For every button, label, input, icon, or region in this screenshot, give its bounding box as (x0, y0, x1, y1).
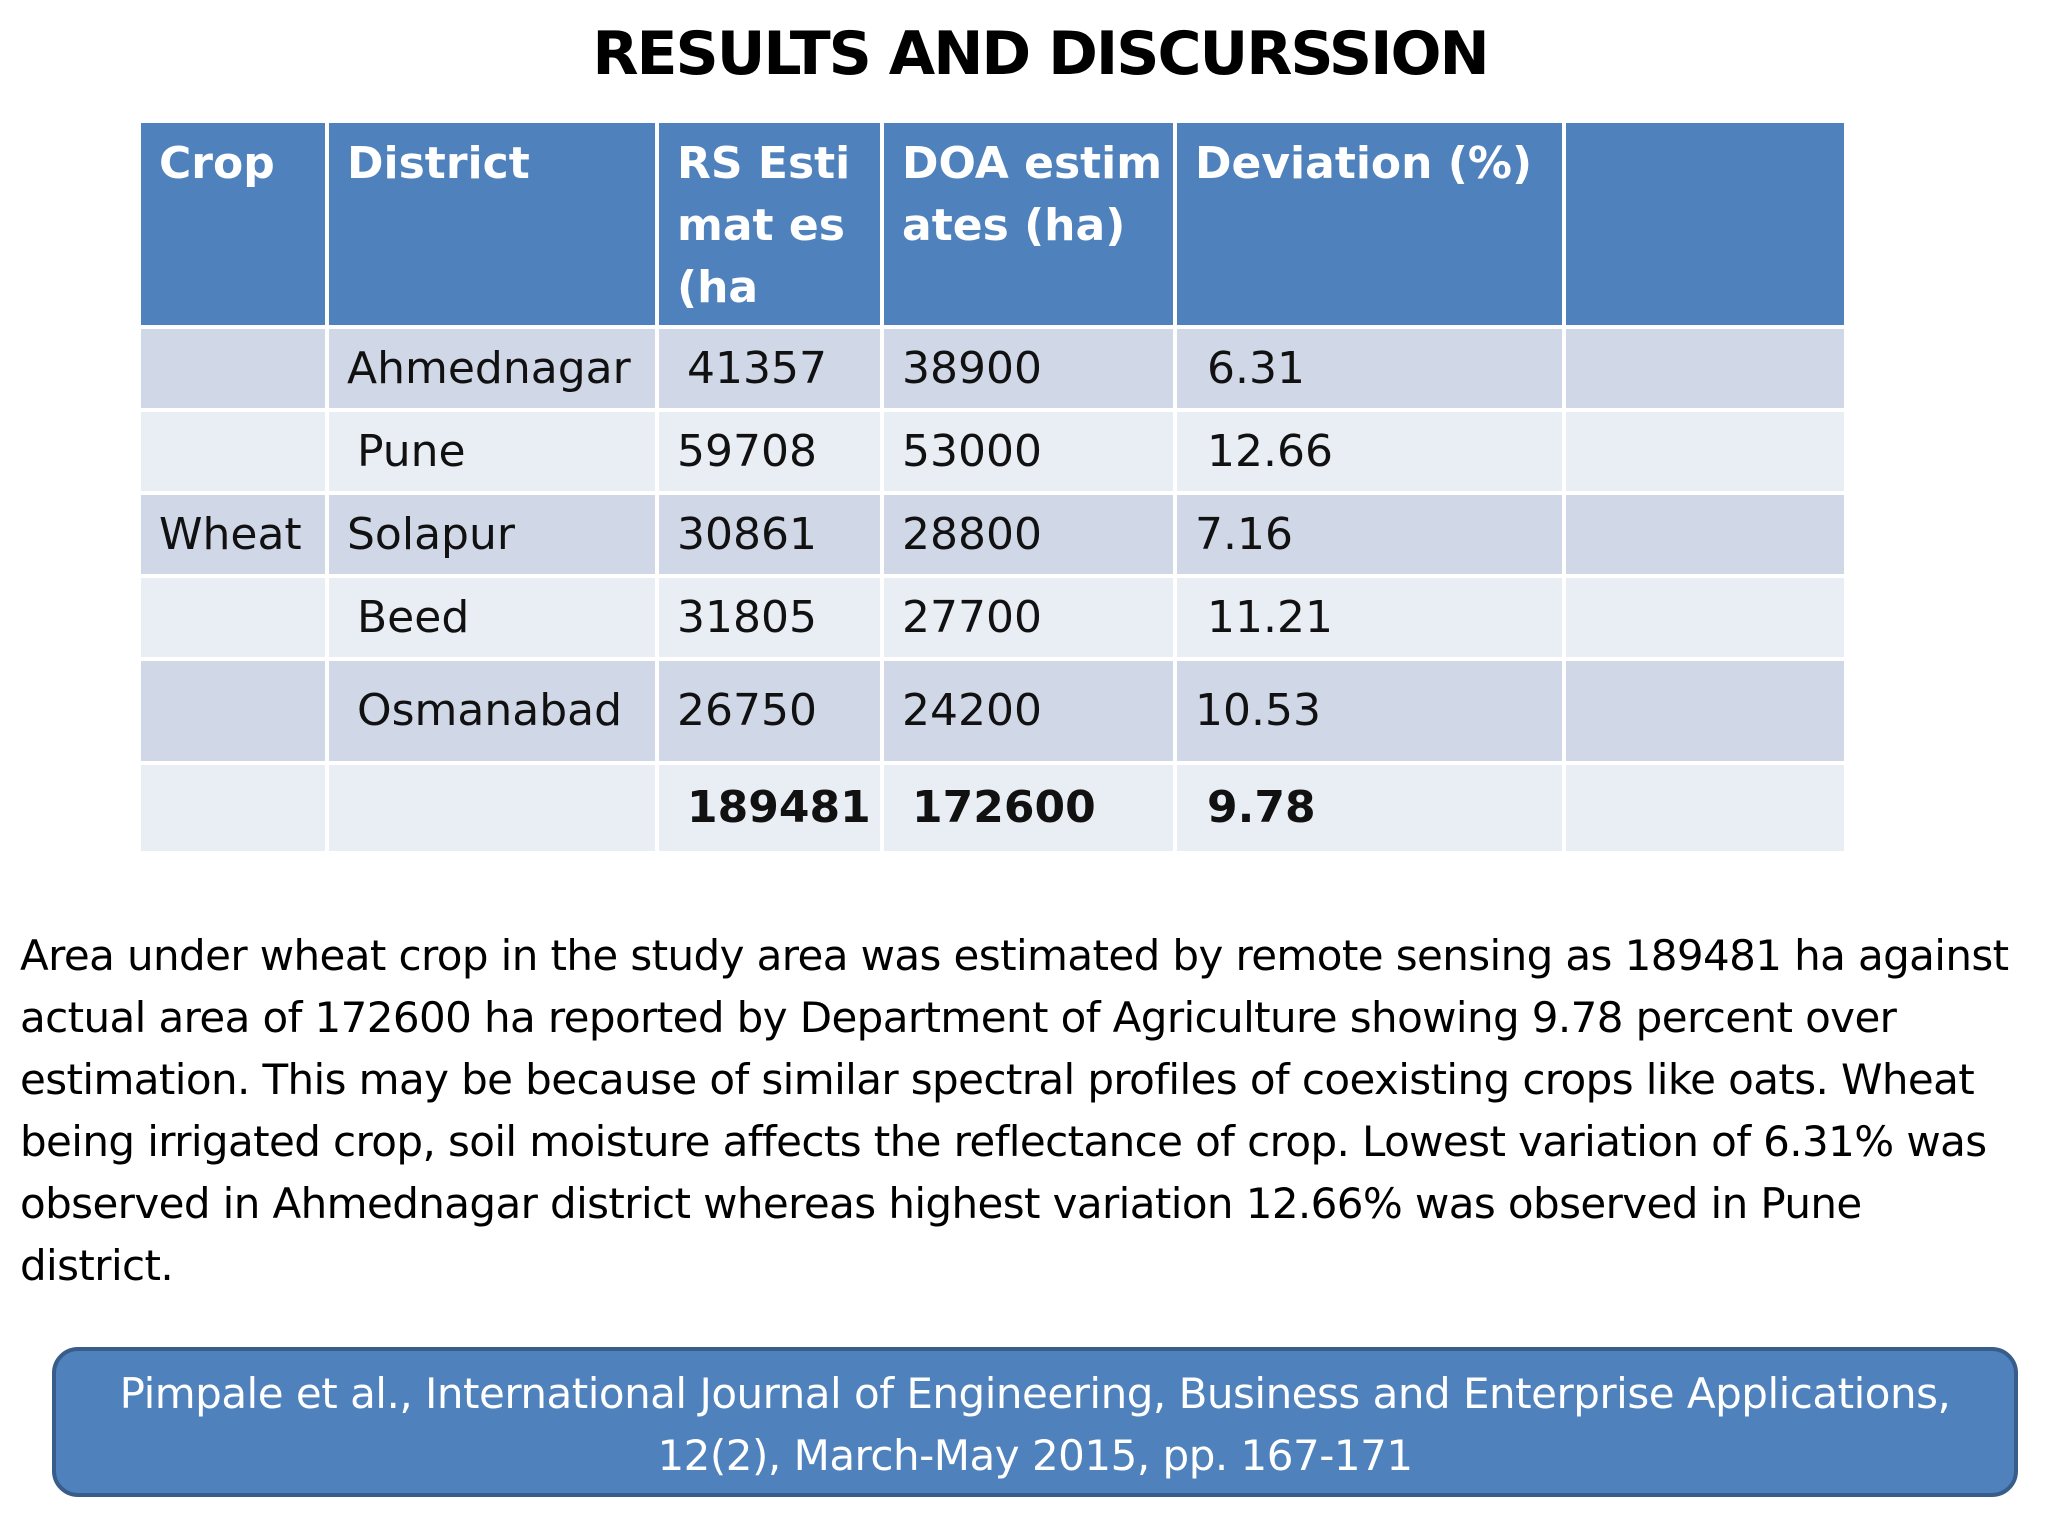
header-deviation: Deviation (%) (1175, 121, 1564, 327)
doa-estimate-cell: 28800 (882, 493, 1175, 576)
crop-cell (139, 410, 327, 493)
empty-cell (1564, 659, 1846, 763)
empty-cell (1564, 576, 1846, 659)
results-table (137, 119, 1848, 855)
doa-estimate-cell: 24200 (882, 659, 1175, 763)
header-crop: Crop (139, 121, 327, 327)
total-row (139, 763, 1846, 853)
table-row (139, 493, 1846, 576)
rs-estimate-cell: 26750 (657, 659, 882, 763)
header-doa-estimates: DOA estimates (ha) (882, 121, 1175, 327)
citation-box (52, 1347, 2018, 1497)
deviation-cell: 11.21 (1175, 576, 1564, 659)
table-row (139, 659, 1846, 763)
crop-cell: Wheat (139, 493, 327, 576)
empty-cell (1564, 327, 1846, 410)
table-row (139, 410, 1846, 493)
citation-line-2: 12(2), March-May 2015, pp. 167-171 (657, 1431, 1413, 1480)
header-rs-estimates: RS Estimat es (ha (657, 121, 882, 327)
rs-estimate-cell: 59708 (657, 410, 882, 493)
discussion-paragraph: Area under wheat crop in the study area was estimated by remote sensing as 189481 ha against actual area of 172600 ha reported by Department of Agriculture showing 9.78 percent over estimation. This may be because of similar spectral profiles of coexisting crops like oats. Wheat being irrigated crop, soil moisture affects the reflectance of crop. Lowest variation of 6.31% was observed in Ahmednagar district whereas highest variation 12.66% was observed in Pune district. (20, 931, 2009, 1290)
doa-estimate-cell: 53000 (882, 410, 1175, 493)
deviation-cell: 6.31 (1175, 327, 1564, 410)
header-district: District (327, 121, 657, 327)
table-row (139, 327, 1846, 410)
doa-total-cell: 172600 (882, 763, 1175, 853)
deviation-cell: 12.66 (1175, 410, 1564, 493)
slide-title: RESULTS AND DISCURSSION (592, 19, 1488, 89)
table-header-row (139, 121, 1846, 327)
district-cell: Pune (327, 410, 657, 493)
crop-cell (139, 659, 327, 763)
crop-cell (139, 327, 327, 410)
rs-estimate-cell: 30861 (657, 493, 882, 576)
district-cell: Solapur (327, 493, 657, 576)
rs-estimate-cell: 41357 (657, 327, 882, 410)
rs-total-cell: 189481 (657, 763, 882, 853)
district-cell: Osmanabad (327, 659, 657, 763)
crop-cell (139, 576, 327, 659)
district-cell (327, 763, 657, 853)
table-row (139, 576, 1846, 659)
empty-cell (1564, 493, 1846, 576)
citation-line-1: Pimpale et al., International Journal of Engineering, Business and Enterprise Applications, (119, 1369, 1951, 1418)
empty-cell (1564, 763, 1846, 853)
deviation-cell: 7.16 (1175, 493, 1564, 576)
doa-estimate-cell: 38900 (882, 327, 1175, 410)
header-empty (1564, 121, 1846, 327)
deviation-total-cell: 9.78 (1175, 763, 1564, 853)
deviation-cell: 10.53 (1175, 659, 1564, 763)
rs-estimate-cell: 31805 (657, 576, 882, 659)
district-cell: Beed (327, 576, 657, 659)
empty-cell (1564, 410, 1846, 493)
crop-cell (139, 763, 327, 853)
district-cell: Ahmednagar (327, 327, 657, 410)
doa-estimate-cell: 27700 (882, 576, 1175, 659)
